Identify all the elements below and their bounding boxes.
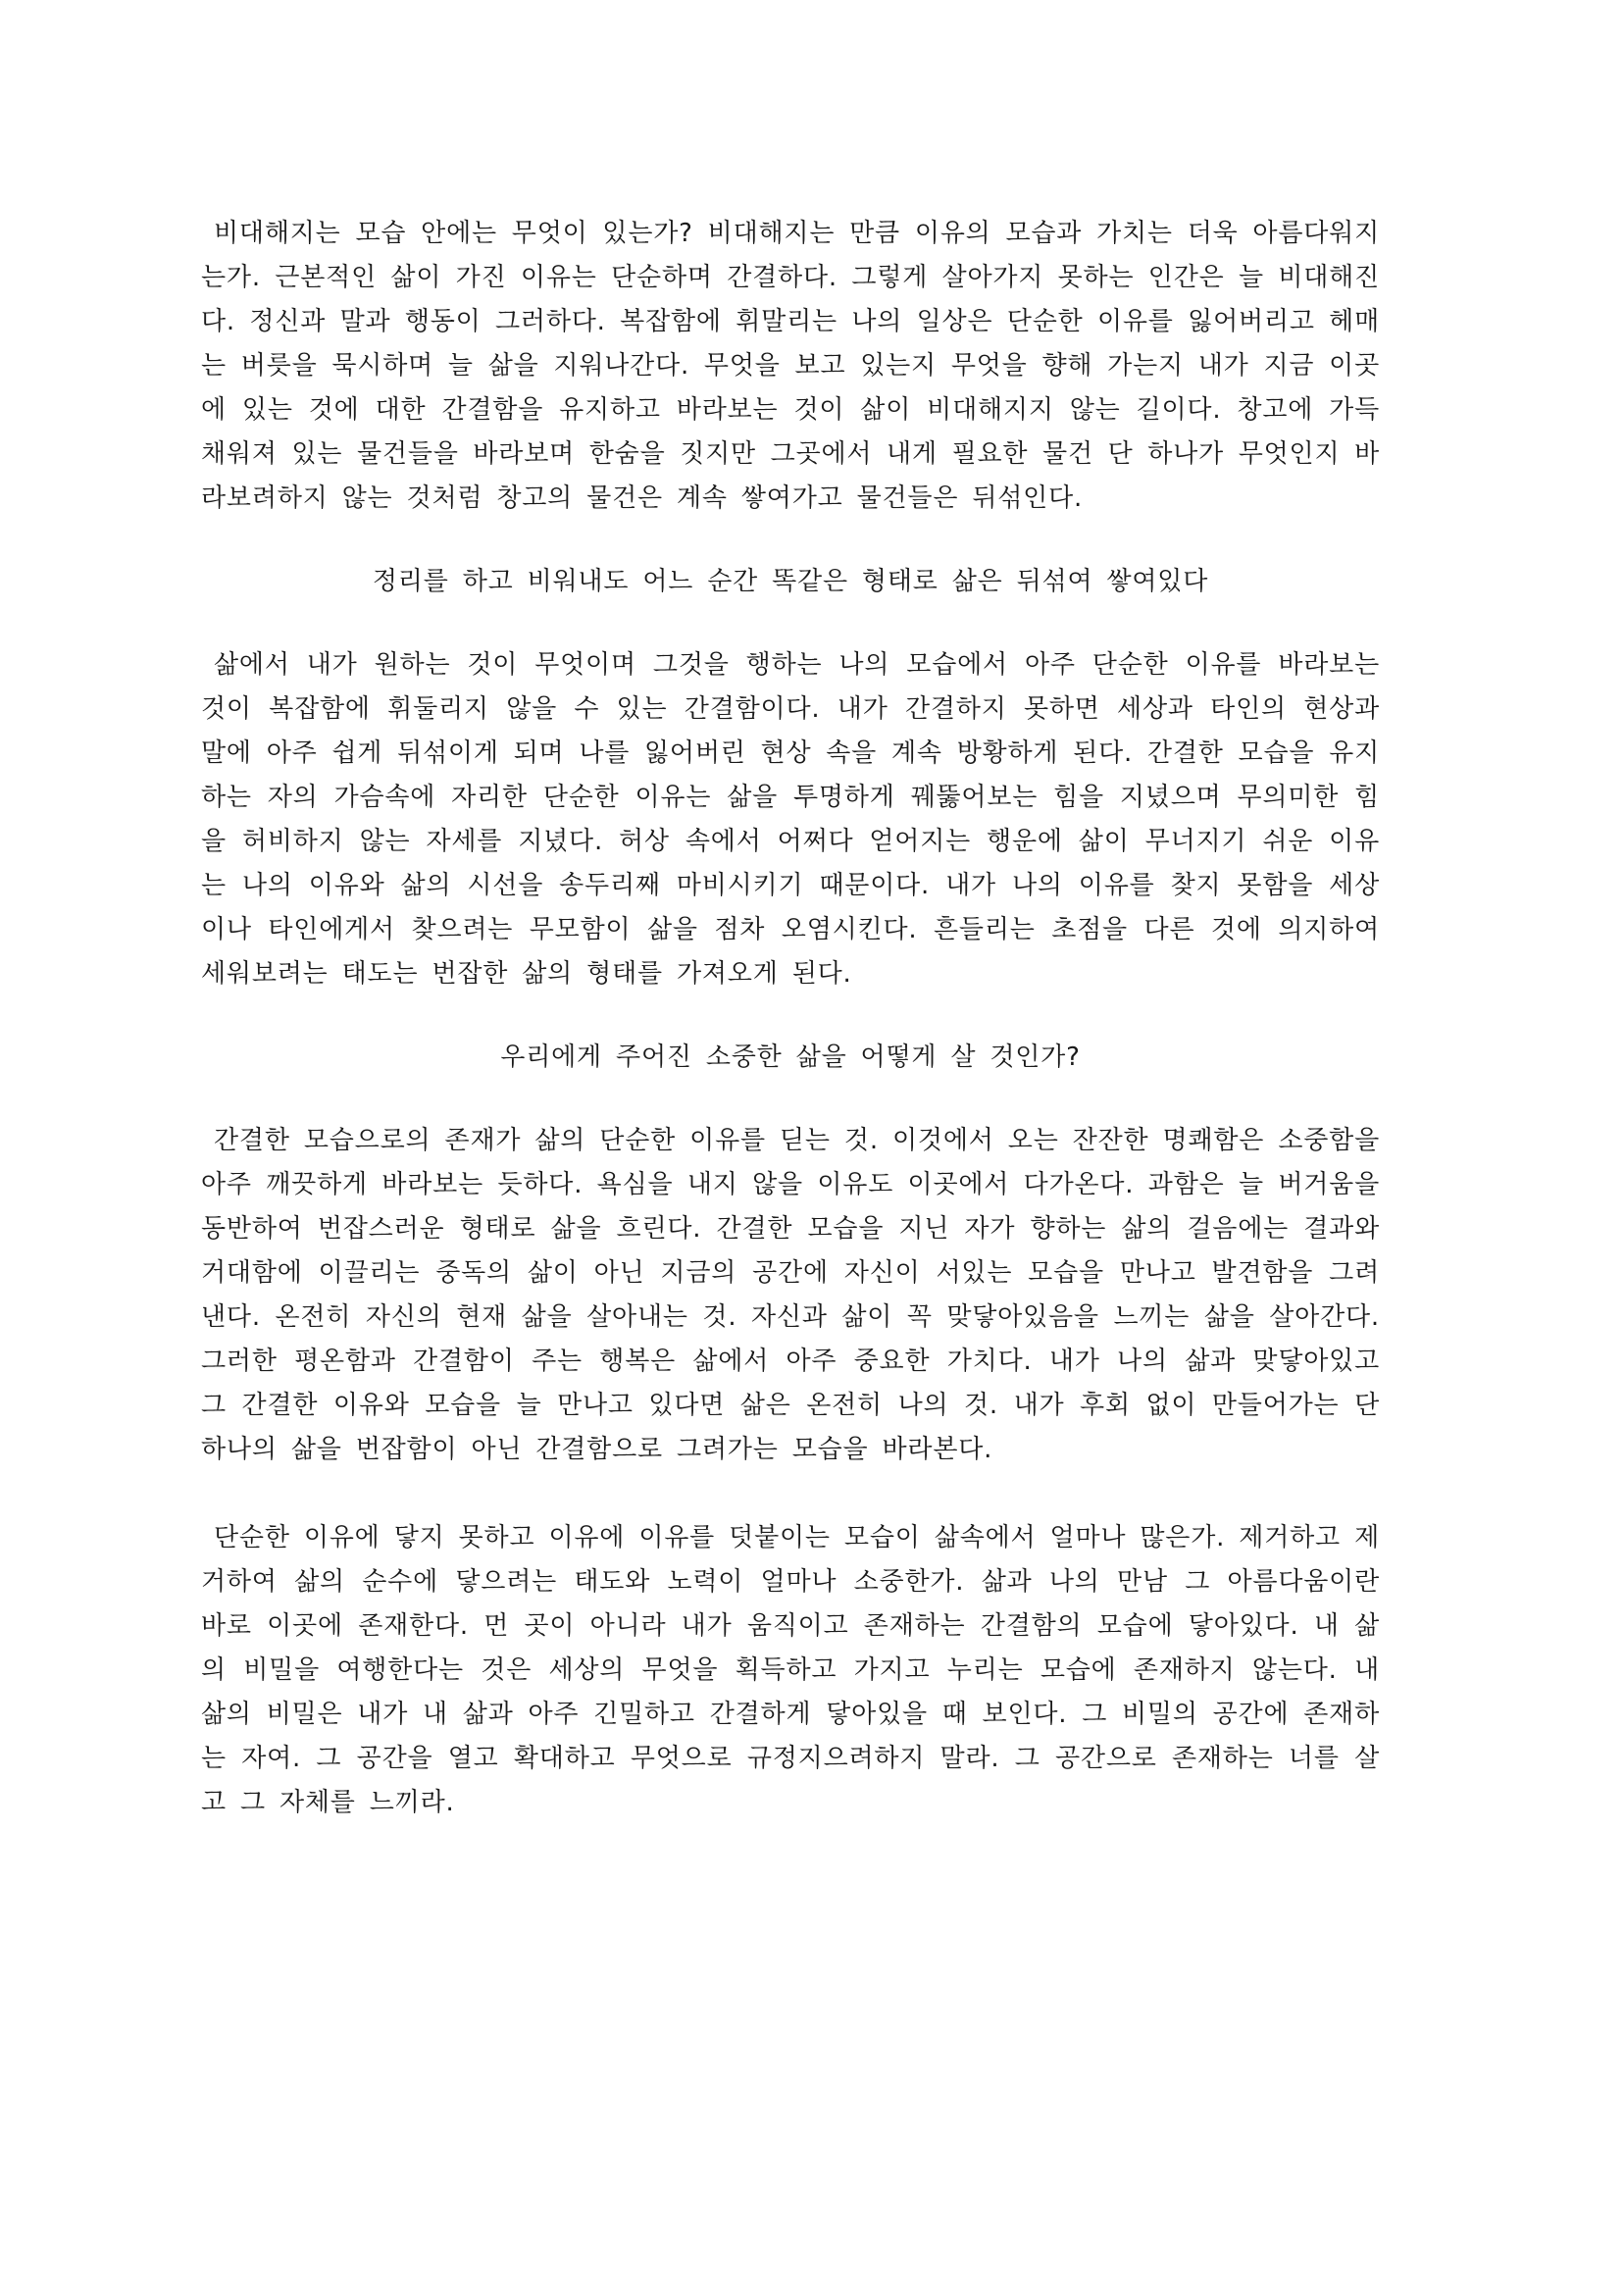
document-body bbox=[201, 212, 1380, 1825]
paragraph-4: 단순한 이유에 닿지 못하고 이유에 이유를 덧붙이는 모습이 삶속에서 얼마나 많은가. 제거하고 제거하여 삶의 순수에 닿으려는 태도와 노력이 얼마나 소중한가. 삶과 나의 만남 그 아름다움이란 바로 이곳에 존재한다. 먼 곳이 아니라 내가 움직이고 존재하는 간결함의 모습에 닿아있다. 내 삶의 비밀을 여행한다는 것은 세상의 무엇을 획득하고 가지고 누리는 모습에 존재하지 않는다. 내 삶의 비밀은 내가 내 삶과 아주 긴밀하고 간결하게 닿아있을 때 보인다. 그 비밀의 공간에 존재하는 자여. 그 공간을 열고 확대하고 무엇으로 규정지으려하지 말라. 그 공간으로 존재하는 너를 살고 그 자체를 느끼라. bbox=[201, 1523, 1380, 1817]
paragraph-2: 삶에서 내가 원하는 것이 무엇이며 그것을 행하는 나의 모습에서 아주 단순한 이유를 바라보는 것이 복잡함에 휘둘리지 않을 수 있는 간결함이다. 내가 간결하지 못하면 세상과 타인의 현상과 말에 아주 쉽게 뒤섞이게 되며 나를 잃어버린 현상 속을 계속 방황하게 된다. 간결한 모습을 유지하는 자의 가슴속에 자리한 단순한 이유는 삶을 투명하게 꿰뚫어보는 힘을 지녔으며 무의미한 힘을 허비하지 않는 자세를 지녔다. 허상 속에서 어쩌다 얻어지는 행운에 삶이 무너지기 쉬운 이유는 나의 이유와 삶의 시선을 송두리째 마비시키기 때문이다. 내가 나의 이유를 찾지 못함을 세상이나 타인에게서 찾으려는 무모함이 삶을 점차 오염시킨다. 흔들리는 초점을 다른 것에 의지하여 세워보려는 태도는 번잡한 삶의 형태를 가져오게 된다. bbox=[201, 650, 1380, 989]
section-heading-2: 우리에게 주어진 소중한 삶을 어떻게 살 것인가? bbox=[500, 1043, 1081, 1072]
paragraph-1: 비대해지는 모습 안에는 무엇이 있는가? 비대해지는 만큼 이유의 모습과 가치는 더욱 아름다워지는가. 근본적인 삶이 가진 이유는 단순하며 간결하다. 그렇게 살아가지 못하는 인간은 늘 비대해진다. 정신과 말과 행동이 그러하다. 복잡함에 휘말리는 나의 일상은 단순한 이유를 잃어버리고 헤매는 버릇을 묵시하며 늘 삶을 지워나간다. 무엇을 보고 있는지 무엇을 향해 가는지 내가 지금 이곳에 있는 것에 대한 간결함을 유지하고 바라보는 것이 삶이 비대해지지 않는 길이다. 창고에 가득 채워져 있는 물건들을 바라보며 한숨을 짓지만 그곳에서 내게 필요한 물건 단 하나가 무엇인지 바라보려하지 않는 것처럼 창고의 물건은 계속 쌓여가고 물건들은 뒤섞인다. bbox=[201, 219, 1380, 513]
section-heading-1: 정리를 하고 비워내도 어느 순간 똑같은 형태로 삶은 뒤섞여 쌓여있다 bbox=[372, 567, 1209, 596]
paragraph-3: 간결한 모습으로의 존재가 삶의 단순한 이유를 딛는 것. 이것에서 오는 잔잔한 명쾌함은 소중함을 아주 깨끗하게 바라보는 듯하다. 욕심을 내지 않을 이유도 이곳에서 다가온다. 과함은 늘 버거움을 동반하여 번잡스러운 형태로 삶을 흐린다. 간결한 모습을 지닌 자가 향하는 삶의 걸음에는 결과와 거대함에 이끌리는 중독의 삶이 아닌 지금의 공간에 자신이 서있는 모습을 만나고 발견함을 그려낸다. 온전히 자신의 현재 삶을 살아내는 것. 자신과 삶이 꼭 맞닿아있음을 느끼는 삶을 살아간다. 그러한 평온함과 간결함이 주는 행복은 삶에서 아주 중요한 가치다. 내가 나의 삶과 맞닿아있고 그 간결한 이유와 모습을 늘 만나고 있다면 삶은 온전히 나의 것. 내가 후회 없이 만들어가는 단 하나의 삶을 번잡함이 아닌 간결함으로 그려가는 모습을 바라본다. bbox=[201, 1126, 1380, 1464]
